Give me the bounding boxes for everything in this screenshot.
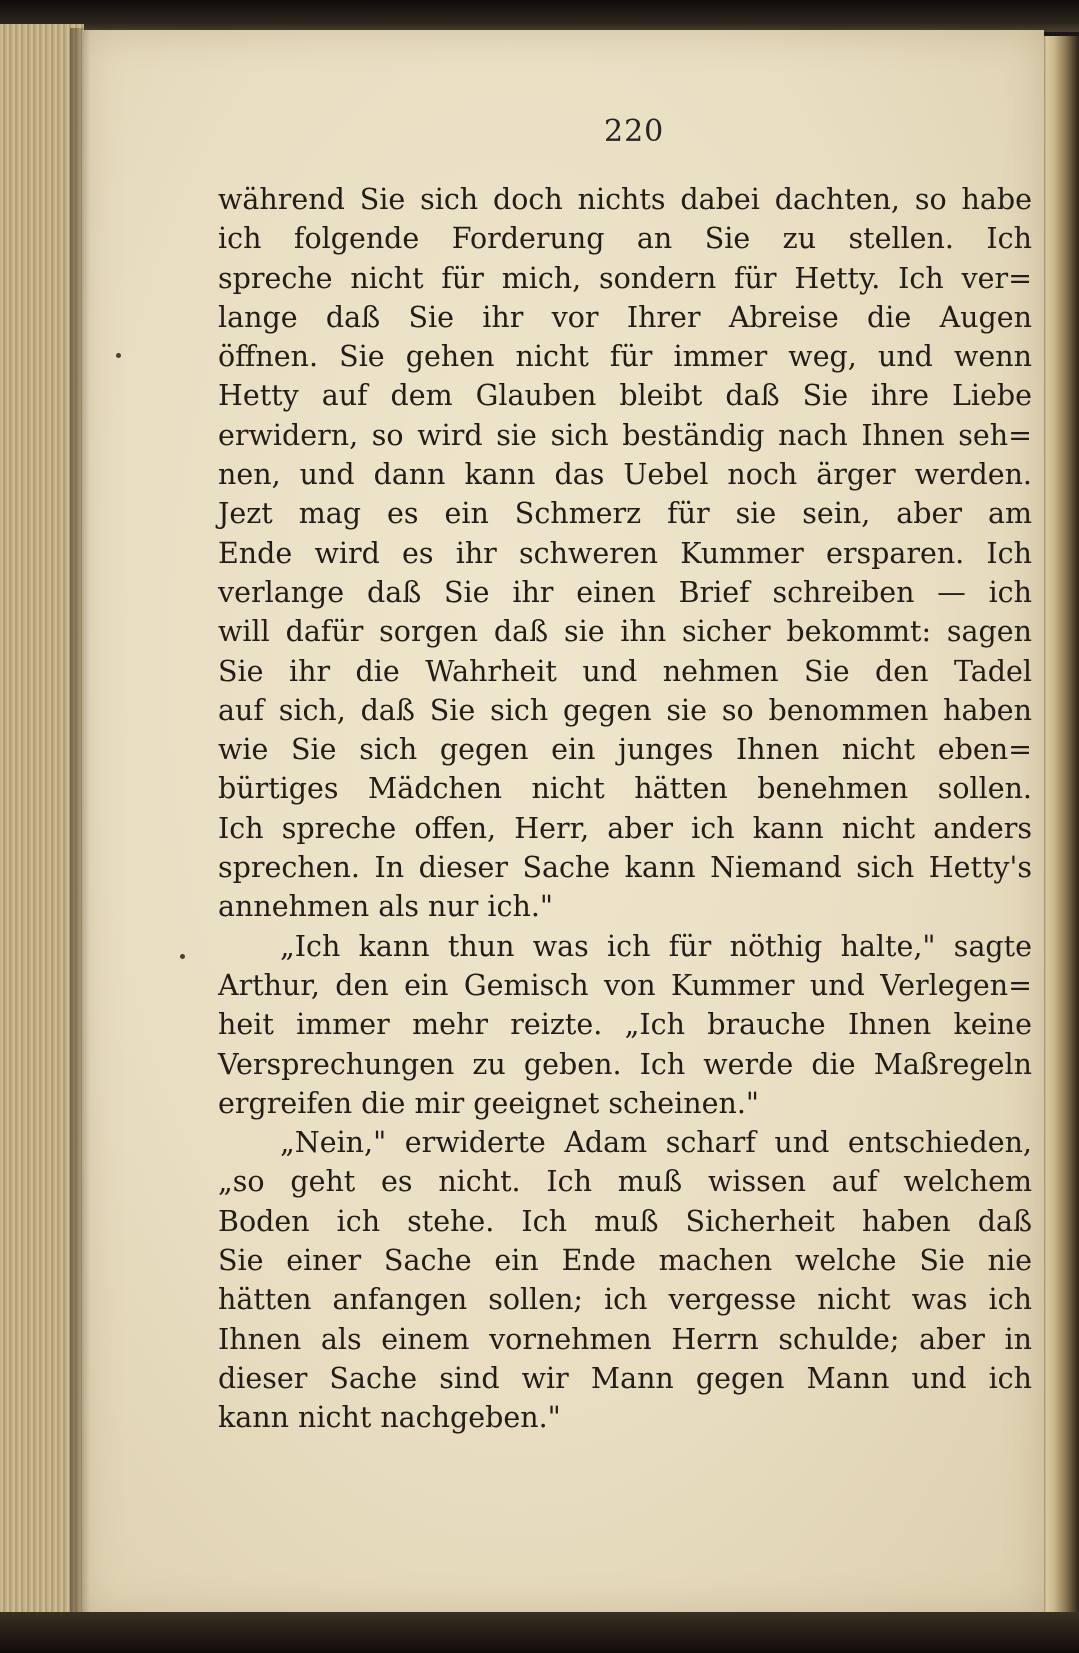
text-line: Arthur, den ein Gemisch von Kummer und Verlegen= (218, 968, 1032, 1002)
text-line: Jezt mag es ein Schmerz für sie sein, aber am (218, 497, 1032, 531)
text-line: will dafür sorgen daß sie ihn sicher bekommt: sagen (218, 615, 1032, 649)
text-line: Hetty auf dem Glauben bleibt daß Sie ihre Liebe (218, 379, 1032, 413)
text-line: „so geht es nicht. Ich muß wissen auf welchem (218, 1165, 1032, 1199)
text-line: lange daß Sie ihr vor Ihrer Abreise die Augen (218, 300, 1032, 334)
gutter-shadow (70, 28, 90, 1616)
text-line: spreche nicht für mich, sondern für Hetty. Ich ver= (218, 261, 1032, 295)
text-line: bürtiges Mädchen nicht hätten benehmen sollen. (218, 772, 1032, 806)
text-line: nen, und dann kann das Uebel noch ärger werden. (218, 458, 1032, 492)
text-line: „Nein," erwiderte Adam scharf und entschieden, (280, 1126, 1032, 1160)
text-line: kann nicht nachgeben." (218, 1401, 561, 1435)
text-line: dieser Sache sind wir Mann gegen Mann und ich (218, 1361, 1032, 1395)
paper-speck (180, 954, 185, 959)
paper-speck (116, 353, 121, 358)
text-line: Versprechungen zu geben. Ich werde die Maßregeln (218, 1047, 1032, 1081)
text-line: Ich spreche offen, Herr, aber ich kann nicht anders (218, 811, 1032, 845)
text-line: ergreifen die mir geeignet scheinen." (218, 1086, 760, 1120)
text-line: Boden ich stehe. Ich muß Sicherheit haben daß (218, 1204, 1032, 1238)
text-line: verlange daß Sie ihr einen Brief schreiben — ich (218, 575, 1032, 609)
text-line: „Ich kann thun was ich für nöthig halte," sagte (280, 929, 1032, 963)
text-line: während Sie sich doch nichts dabei dachten, so habe (218, 183, 1032, 216)
text-line: auf sich, daß Sie sich gegen sie so benommen haben (218, 693, 1032, 727)
body-text (218, 180, 1038, 1438)
text-line: sprechen. In dieser Sache kann Niemand sich Hetty's (218, 851, 1032, 885)
text-line: ich folgende Forderung an Sie zu stellen. Ich (218, 222, 1032, 256)
text-line: Sie einer Sache ein Ende machen welche Sie nie (218, 1244, 1032, 1278)
text-line: Ende wird es ihr schweren Kummer ersparen. Ich (218, 536, 1032, 570)
text-line: Ihnen als einem vornehmen Herrn schulde; aber in (218, 1322, 1032, 1356)
text-line: heit immer mehr reizte. „Ich brauche Ihnen keine (218, 1008, 1032, 1042)
text-line: wie Sie sich gegen ein junges Ihnen nicht eben= (218, 733, 1032, 767)
text-line: Sie ihr die Wahrheit und nehmen Sie den Tadel (218, 654, 1032, 688)
book-top-edge (0, 0, 1079, 32)
book-bottom-edge (0, 1612, 1079, 1653)
page-number: 220 (604, 114, 665, 149)
text-line: hätten anfangen sollen; ich vergesse nicht was ich (218, 1283, 1032, 1317)
text-line: annehmen als nur ich." (218, 890, 554, 924)
text-line: öffnen. Sie gehen nicht für immer weg, und wenn (218, 340, 1032, 374)
book-page-stack-right (1042, 36, 1079, 1616)
text-line: erwidern, so wird sie sich beständig nach Ihnen seh= (218, 418, 1032, 452)
